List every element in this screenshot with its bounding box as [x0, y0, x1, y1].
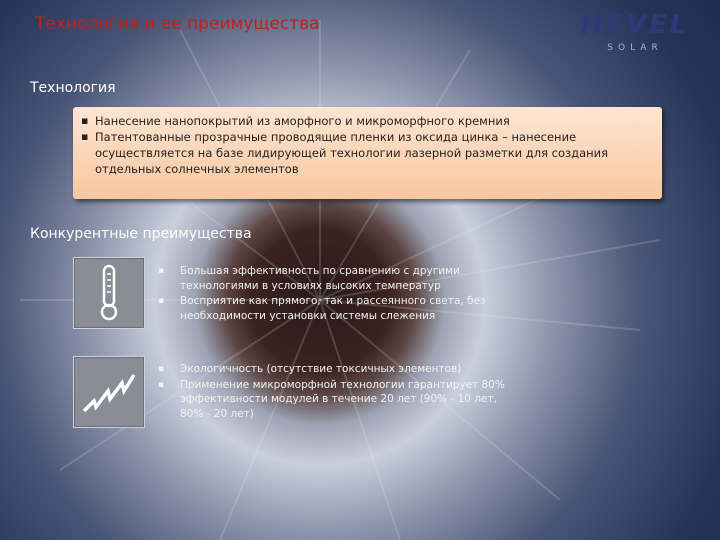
slide-title: Технология и ее преимущества	[35, 14, 320, 34]
list-item: ▪ Большая эффективность по сравнению с другими технологиями в условиях высоких температур	[158, 264, 518, 293]
list-item: ▪ Экологичность (отсутствие токсичных элементов)	[158, 362, 518, 377]
list-item: ▪ Патентованные прозрачные проводящие пленки из оксида цинка – нанесение осуществляется на базе лидирующей технологии лазерной разметки для создания отдельных солнечных элементов	[81, 129, 652, 177]
list-item: ▪ Применение микроморфной технологии гарантирует 80% эффективности модулей в течение 20 лет (90% - 10 лет, 80% - 20 лет)	[158, 378, 518, 422]
technology-box	[73, 107, 662, 199]
zigzag-lightning-icon	[73, 356, 145, 428]
hevel-solar-logo	[565, 10, 705, 58]
technology-list	[73, 107, 662, 177]
advantages-list-1	[158, 264, 518, 324]
list-item: ▪ Восприятие как прямого, так и рассеянного света, без необходимости установки системы слежения	[158, 294, 518, 323]
thermometer-icon	[73, 257, 145, 329]
advantages-heading: Конкурентные преимущества	[30, 226, 252, 242]
logo-subtitle: SOLAR	[607, 43, 663, 53]
list-item: ▪ Нанесение нанопокрытий из аморфного и микроморфного кремния	[81, 113, 652, 129]
technology-heading: Технология	[30, 80, 116, 96]
logo-wordmark: HEVEL	[580, 10, 690, 40]
advantages-list-2	[158, 362, 518, 422]
